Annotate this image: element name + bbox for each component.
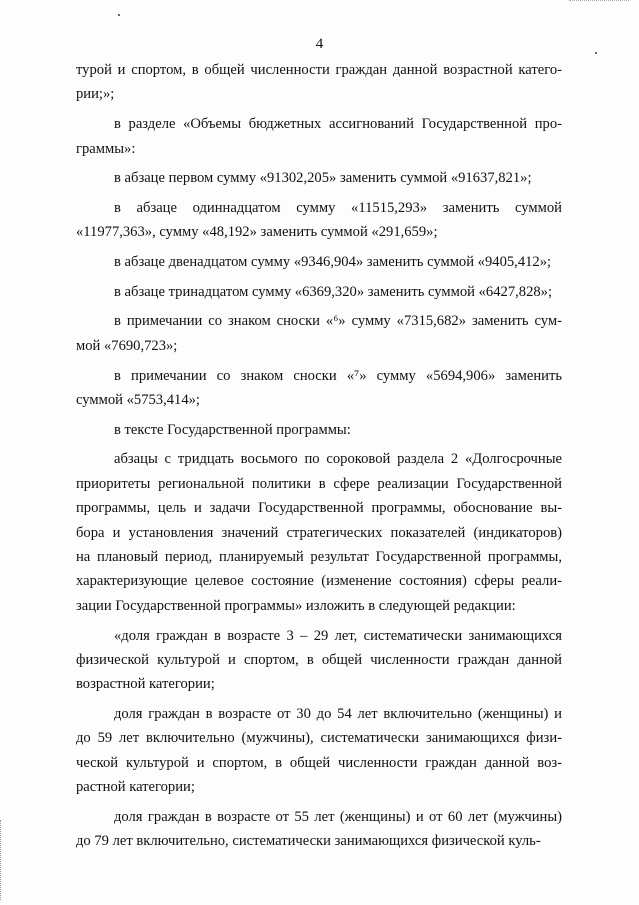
paragraph-line: «11977,363», сумму «48,192» заменить суммой «291,659»; — [76, 224, 438, 241]
paragraph — [76, 702, 562, 800]
paragraph-line: доля граждан в возрасте от 30 до 54 лет включительно (женщины) и — [114, 706, 562, 723]
paragraph — [76, 280, 562, 304]
paragraph — [76, 250, 562, 274]
paragraph — [76, 196, 562, 245]
paragraph-line: турой и спортом, в общей численности граждан данной возрастной катего- — [76, 62, 562, 78]
paragraph-line: абзацы с тридцать восьмого по сороковой раздела 2 «Долгосрочные — [114, 451, 562, 468]
paragraph — [76, 364, 562, 413]
paragraph-line: мой «7690,723»; — [76, 337, 178, 354]
paragraph-line: программы, цель и задачи Государственной программы, обоснование вы- — [76, 500, 562, 517]
paragraph-line: в абзаце первом сумму «91302,205» заменить суммой «91637,821»; — [114, 170, 532, 187]
paragraph — [76, 805, 562, 854]
paragraph-line: растной категории; — [76, 779, 195, 796]
paragraph-line: в примечании со знаком сноски «⁶» сумму «7315,682» заменить сум- — [114, 313, 562, 330]
scan-speck — [118, 14, 120, 16]
paragraph-line: «доля граждан в возрасте 3 – 29 лет, систематически занимающихся — [114, 627, 562, 644]
paragraph — [76, 447, 562, 618]
paragraph-line: на плановый период, планируемый результат Государственной программы, — [76, 548, 562, 565]
paragraph-line: в разделе «Объемы бюджетных ассигнований Государственной про- — [114, 116, 562, 133]
paragraph — [76, 309, 562, 358]
paragraph — [76, 418, 562, 442]
paragraph — [76, 624, 562, 697]
paragraph-line: зации Государственной программы» изложить в следующей редакции: — [76, 597, 516, 614]
paragraph-line: в абзаце одиннадцатом сумму «11515,293» заменить суммой — [114, 199, 562, 216]
paragraph-line: ческой культурой и спортом, в общей численности граждан данной воз- — [76, 754, 562, 771]
paragraph-line: приоритеты региональной политики в сфере реализации Государственной — [76, 475, 562, 492]
paragraph-line: характеризующие целевое состояние (изменение состояния) сферы реали- — [76, 573, 562, 590]
scan-artifact — [569, 0, 629, 2]
paragraph — [76, 58, 562, 107]
paragraph-line: граммы»: — [76, 140, 136, 157]
paragraph-line: физической культурой и спортом, в общей численности граждан данной — [76, 651, 562, 668]
paragraph-line: доля граждан в возрасте от 55 лет (женщины) и от 60 лет (мужчины) — [114, 808, 562, 825]
paragraph-line: рии;»; — [76, 86, 115, 103]
paragraph-line: в примечании со знаком сноски «⁷» сумму «5694,906» заменить — [114, 367, 562, 384]
paragraph-line: возрастной категории; — [76, 676, 215, 693]
paragraph-line: в тексте Государственной программы: — [114, 421, 351, 438]
scan-edge-artifact — [0, 820, 4, 900]
paragraph-line: суммой «5753,414»; — [76, 391, 200, 408]
page-number: 4 — [315, 36, 324, 52]
paragraph-line: бора и установления значений стратегических показателей (индикаторов) — [76, 524, 562, 541]
paragraph — [76, 112, 562, 161]
paragraph-line: в абзаце двенадцатом сумму «9346,904» заменить суммой «9405,412»; — [114, 254, 552, 271]
paragraph-line: до 79 лет включительно, систематически занимающихся физической куль- — [76, 833, 541, 850]
paragraph — [76, 166, 562, 190]
paragraph-line: до 59 лет включительно (мужчины), систематически занимающихся физи- — [76, 730, 562, 747]
paragraph-line: в абзаце тринадцатом сумму «6369,320» заменить суммой «6427,828»; — [114, 283, 553, 300]
document-body — [76, 58, 562, 859]
